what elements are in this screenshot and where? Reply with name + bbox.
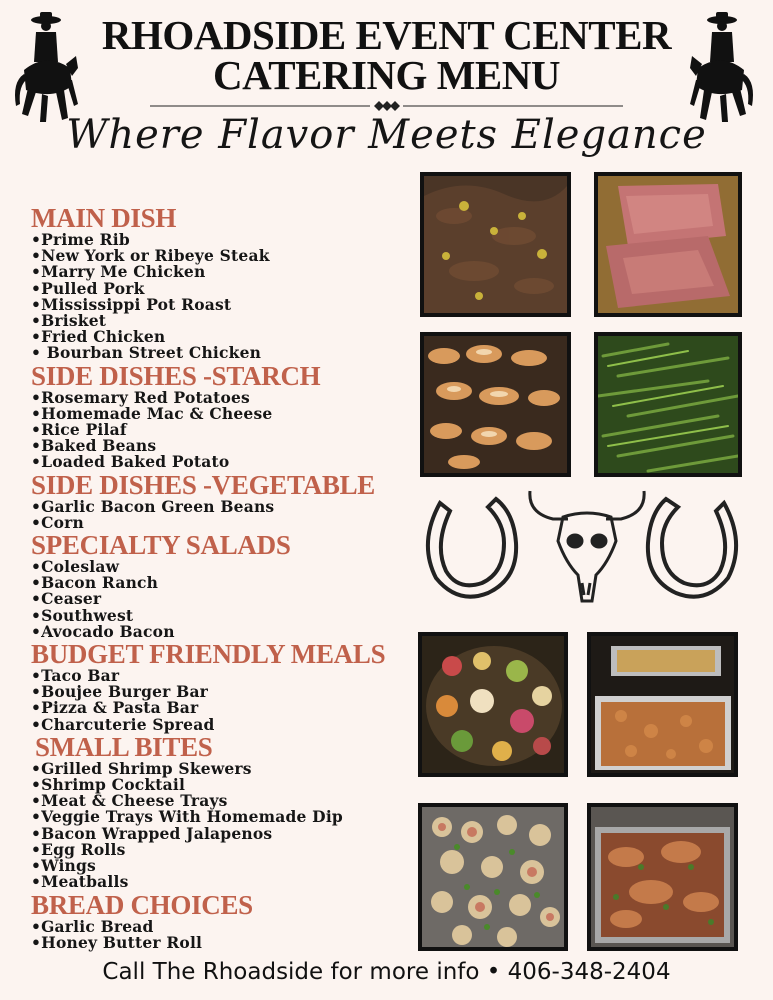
list-item: •Marry Me Chicken — [31, 262, 206, 282]
list-item: •Shrimp Cocktail — [31, 775, 186, 795]
list-item: •Mississippi Pot Roast — [31, 294, 232, 314]
section-side-dishes-starch — [31, 362, 421, 471]
list-item: •Veggie Trays With Homemade Dip — [31, 807, 343, 827]
horseshoe-icon — [648, 499, 736, 597]
list-item: •Rice Pilaf — [31, 420, 127, 440]
list-item: •Taco Bar — [31, 666, 120, 686]
bull-skull-icon — [530, 491, 644, 601]
photo-casserole — [587, 632, 738, 777]
section-side-dishes-vegetable — [31, 471, 421, 531]
list-item: •Ceaser — [31, 589, 102, 609]
section-heading: SIDE DISHES -VEGETABLE — [31, 469, 376, 500]
list-item: •Pizza & Pasta Bar — [31, 698, 199, 718]
tagline: Where Flavor Meets Elegance — [66, 112, 707, 158]
list-item: •Charcuterie Spread — [31, 714, 215, 734]
list-item: •Brisket — [31, 311, 107, 331]
list-item: •Pulled Pork — [31, 278, 145, 298]
list-item: •Bacon Ranch — [31, 573, 159, 593]
photo-pulled-pork — [420, 172, 571, 317]
list-item: •Coleslaw — [31, 557, 120, 577]
page-title: RHOADSIDE EVENT CENTER — [101, 12, 672, 58]
list-item: •Prime Rib — [31, 230, 130, 249]
photo-charcuterie — [418, 632, 568, 777]
list-item: •Baked Beans — [31, 436, 157, 456]
section-small-bites — [31, 733, 421, 891]
list-item: •Rosemary Red Potatoes — [31, 387, 250, 407]
section-heading: SPECIALTY SALADS — [31, 530, 291, 561]
list-item: •Bacon Wrapped Jalapenos — [31, 823, 273, 843]
photo-chicken-bake — [587, 803, 738, 951]
page-subtitle: CATERING MENU — [213, 52, 560, 98]
list-item: •New York or Ribeye Steak — [31, 246, 270, 266]
list-item: •Southwest — [31, 605, 134, 625]
list-item: • Bourban Street Chicken — [31, 343, 262, 363]
list-item: •Homemade Mac & Cheese — [31, 403, 273, 423]
section-bread-choices — [31, 891, 421, 951]
photo-red-potatoes — [418, 803, 568, 951]
list-item: •Honey Butter Roll — [31, 932, 203, 952]
list-item: •Garlic Bread — [31, 916, 154, 936]
list-item: •Avocado Bacon — [31, 621, 175, 641]
photo-shrimp — [420, 332, 571, 477]
section-heading: SIDE DISHES -STARCH — [31, 360, 321, 391]
list-item: •Meatballs — [31, 872, 129, 892]
list-item: •Meat & Cheese Trays — [31, 791, 228, 811]
western-ornament — [418, 483, 760, 608]
section-specialty-salads — [31, 531, 421, 640]
footer-contact: Call The Rhoadside for more info • 406-348-2404 — [102, 959, 671, 985]
section-heading: BUDGET FRIENDLY MEALS — [31, 639, 386, 670]
section-main-dish — [31, 204, 421, 362]
section-heading: SMALL BITES — [35, 731, 213, 762]
list-item: •Wings — [31, 856, 96, 876]
ornament-divider-icon — [150, 101, 623, 111]
list-item: •Egg Rolls — [31, 839, 126, 859]
photo-prime-rib — [594, 172, 742, 317]
list-item: •Loaded Baked Potato — [31, 452, 230, 472]
photo-green-beans — [594, 332, 742, 477]
horseshoe-icon — [428, 499, 516, 597]
section-heading: BREAD CHOICES — [31, 889, 253, 920]
list-item: •Fried Chicken — [31, 327, 166, 347]
list-item: •Garlic Bacon Green Beans — [31, 496, 275, 516]
section-budget-friendly-meals — [31, 640, 421, 733]
list-item: •Grilled Shrimp Skewers — [31, 758, 252, 778]
menu-list — [31, 204, 421, 951]
section-heading: MAIN DISH — [31, 203, 177, 233]
list-item: •Corn — [31, 512, 85, 532]
list-item: •Boujee Burger Bar — [31, 682, 209, 702]
